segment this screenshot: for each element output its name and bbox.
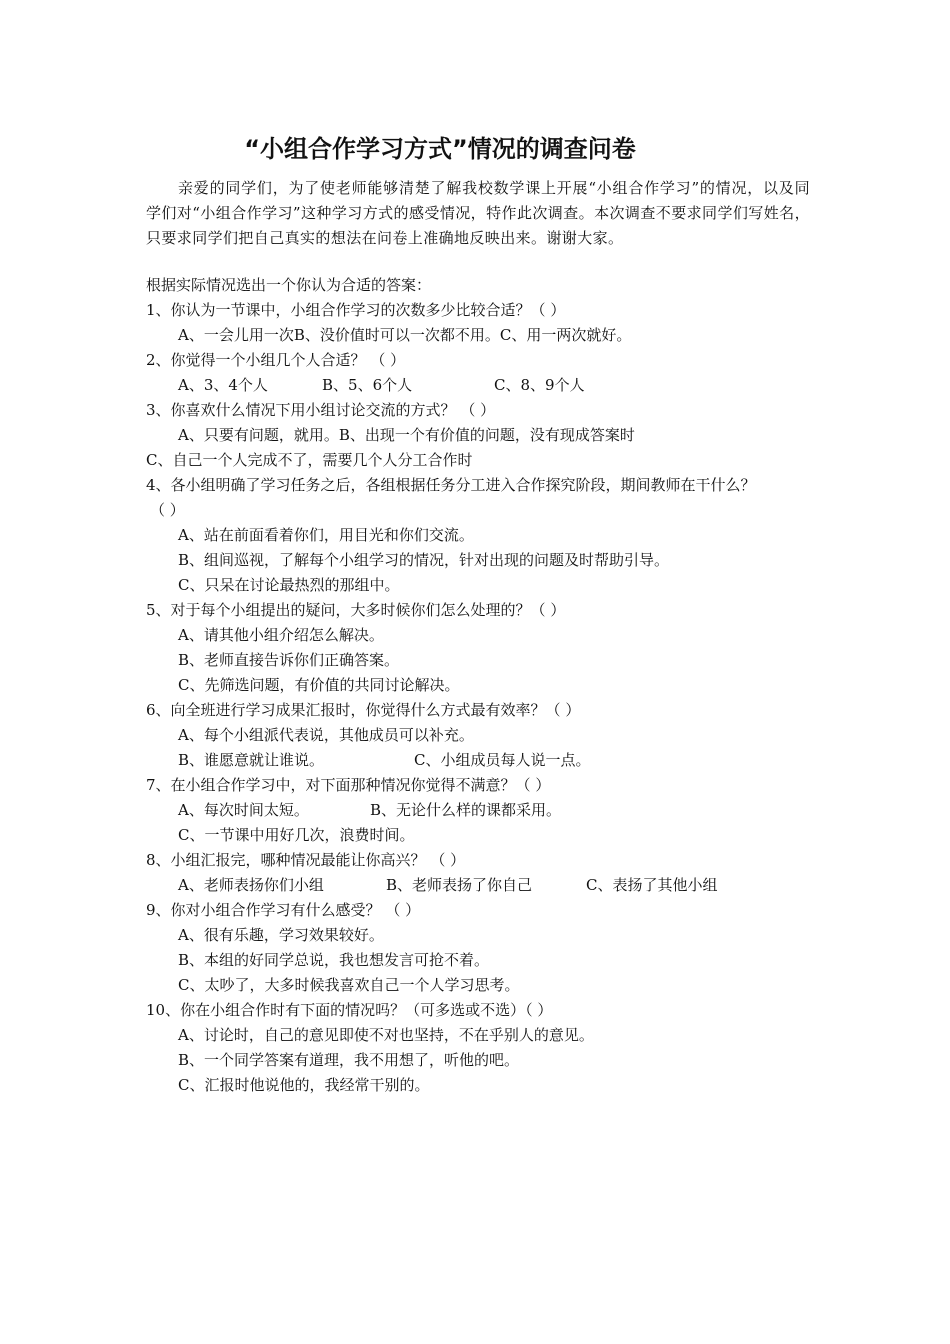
q4-option-b: B、组间巡视，了解每个小组学习的情况，针对出现的问题及时帮助引导。 xyxy=(178,551,670,569)
question-8: 8、小组汇报完，哪种情况最能让你高兴？ （ ） xyxy=(146,851,466,869)
q6-options-row xyxy=(0,750,950,770)
q8-option-c: C、表扬了其他小组 xyxy=(586,876,718,894)
q8-option-a: A、老师表扬你们小组 xyxy=(178,876,324,894)
q8-options-row xyxy=(0,875,950,895)
question-3: 3、你喜欢什么情况下用小组讨论交流的方式？ （ ） xyxy=(146,401,496,419)
q5-option-c: C、先筛选问题，有价值的共同讨论解决。 xyxy=(178,676,460,694)
q8-option-b: B、老师表扬了你自己 xyxy=(386,876,533,894)
question-5: 5、对于每个小组提出的疑问，大多时候你们怎么处理的？（ ） xyxy=(146,601,566,619)
question-4: 4、各小组明确了学习任务之后，各组根据任务分工进入合作探究阶段，期间教师在干什么？ xyxy=(146,476,756,494)
question-10: 10、你在小组合作时有下面的情况吗？（可多选或不选）（ ） xyxy=(146,1001,553,1019)
q2-option-b: B、5、6个人 xyxy=(322,376,413,394)
q6-option-b: B、谁愿意就让谁说。 xyxy=(178,751,325,769)
question-4-answer-blank: （ ） xyxy=(150,501,185,519)
q6-option-c: C、小组成员每人说一点。 xyxy=(414,751,591,769)
q3-option-c: C、自己一个人完成不了，需要几个人分工合作时 xyxy=(146,451,473,469)
question-7: 7、在小组合作学习中，对下面那种情况你觉得不满意？（ ） xyxy=(146,776,551,794)
q5-option-a: A、请其他小组介绍怎么解决。 xyxy=(178,626,384,644)
q10-option-a: A、讨论时，自己的意见即使不对也坚持，不在乎别人的意见。 xyxy=(178,1026,594,1044)
q3-option-ab: A、只要有问题，就用。B、出现一个有价值的问题，没有现成答案时 xyxy=(178,426,635,444)
q2-option-a: A、3、4个人 xyxy=(178,376,268,394)
q9-option-c: C、太吵了，大多时候我喜欢自己一个人学习思考。 xyxy=(178,976,520,994)
q2-options-row xyxy=(0,375,950,395)
q5-option-b: B、老师直接告诉你们正确答案。 xyxy=(178,651,400,669)
q7-option-c: C、一节课中用好几次，浪费时间。 xyxy=(178,826,415,844)
q10-option-b: B、一个同学答案有道理，我不用想了，听他的吧。 xyxy=(178,1051,520,1069)
question-6: 6、向全班进行学习成果汇报时，你觉得什么方式最有效率？（ ） xyxy=(146,701,581,719)
question-1: 1、你认为一节课中，小组合作学习的次数多少比较合适？（ ） xyxy=(146,301,566,319)
q1-options: A、一会儿用一次B、没价值时可以一次都不用。C、用一两次就好。 xyxy=(178,326,632,344)
q6-option-a: A、每个小组派代表说，其他成员可以补充。 xyxy=(178,726,474,744)
q7-options-row xyxy=(0,800,950,820)
q10-option-c: C、汇报时他说他的，我经常干别的。 xyxy=(178,1076,430,1094)
q4-option-c: C、只呆在讨论最热烈的那组中。 xyxy=(178,576,400,594)
intro-paragraph: 亲爱的同学们，为了使老师能够清楚了解我校数学课上开展“小组合作学习”的情况，以及同学们对“小组合作学习”这种学习方式的感受情况，特作此次调查。本次调查不要求同学们写姓名，只要求同学们把自己真实的想法在问卷上准确地反映出来。谢谢大家。 xyxy=(146,179,810,247)
q2-option-c: C、8、9个人 xyxy=(494,376,585,394)
q7-option-b: B、无论什么样的课都采用。 xyxy=(370,801,562,819)
question-9: 9、你对小组合作学习有什么感受？ （ ） xyxy=(146,901,421,919)
q4-option-a: A、站在前面看着你们，用目光和你们交流。 xyxy=(178,526,474,544)
q9-option-a: A、很有乐趣，学习效果较好。 xyxy=(178,926,384,944)
document-title: “小组合作学习方式”情况的调查问卷 xyxy=(244,135,636,163)
instruction-text: 根据实际情况选出一个你认为合适的答案： xyxy=(146,276,432,294)
q9-option-b: B、本组的好同学总说，我也想发言可抢不着。 xyxy=(178,951,490,969)
question-2: 2、你觉得一个小组几个人合适？ （ ） xyxy=(146,351,406,369)
q7-option-a: A、每次时间太短。 xyxy=(178,801,309,819)
